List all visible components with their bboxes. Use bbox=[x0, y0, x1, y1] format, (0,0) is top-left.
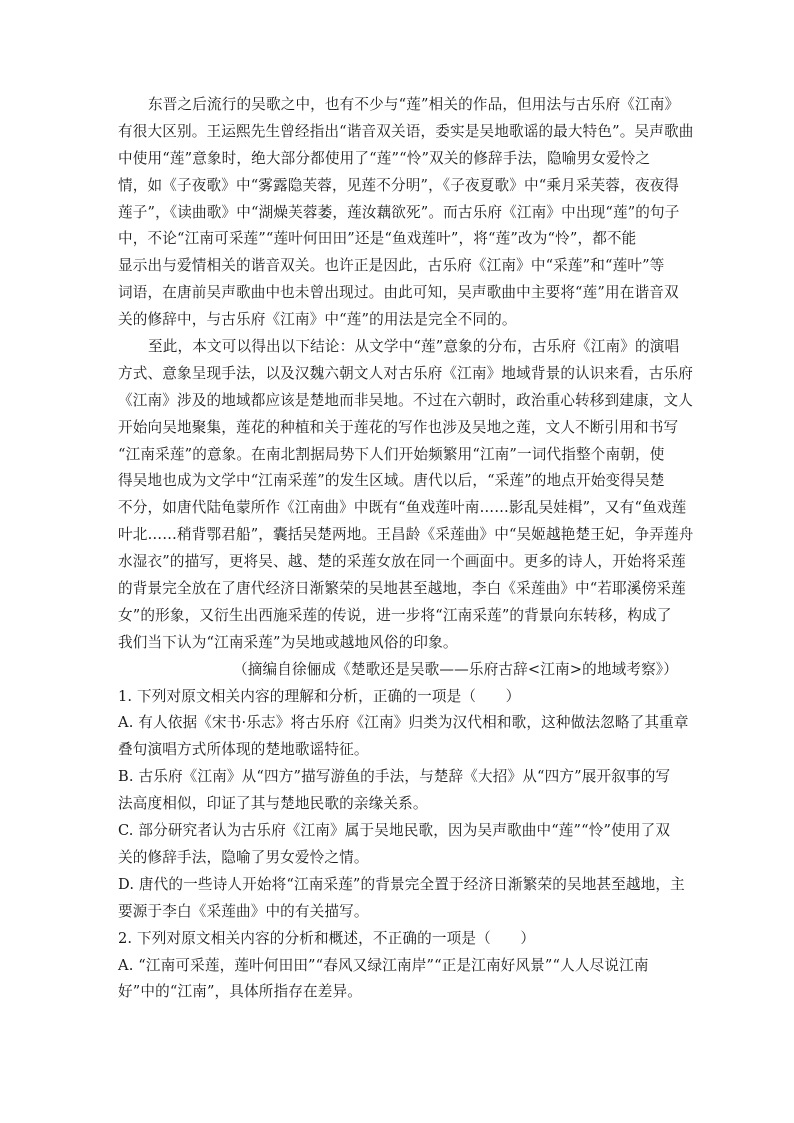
text-line: 的背景完全放在了唐代经济日渐繁荣的吴地甚至越地，李白《采莲曲》中“若耶溪傍采莲 bbox=[118, 580, 686, 598]
option-d-cont: 要源于李白《采莲曲》中的有关描写。 bbox=[118, 902, 369, 920]
text-line: 莲子”，《读曲歌》中“湖燥芙蓉萎，莲汝藕欲死”。而古乐府《江南》中出现“莲”的句子 bbox=[118, 203, 680, 221]
option-d: D. 唐代的一些诗人开始将“江南采莲”的背景完全置于经济日渐繁荣的吴地甚至越地，主 bbox=[118, 875, 685, 893]
text-line: 叶北……稍背鄂君船”，囊括吴楚两地。王昌龄《采莲曲》中“吴姬越艳楚王妃，争弄莲舟 bbox=[118, 526, 694, 544]
text-line: 我们当下认为“江南采莲”为吴地或越地风俗的印象。 bbox=[118, 633, 458, 651]
passage-paragraph-1 bbox=[118, 92, 694, 334]
option-a: A. 有人依据《宋书·乐志》将古乐府《江南》归类为汉代相和歌，这种做法忽略了其重章 bbox=[118, 714, 689, 732]
text-line: 水湿衣”的描写，更将吴、越、楚的采莲女放在同一个画面中。更多的诗人，开始将采莲 bbox=[118, 553, 686, 571]
passage-paragraph-2 bbox=[118, 334, 694, 657]
option-a-cont: 好”中的“江南”，具体所指存在差异。 bbox=[118, 983, 362, 1001]
text-line: 《江南》涉及的地域都应该是楚地而非吴地。不过在六朝时，政治重心转移到建康，文人 bbox=[118, 391, 694, 409]
text-line: 显示出与爱情相关的谐音双关。也许正是因此，古乐府《江南》中“采莲”和“莲叶”等 bbox=[118, 257, 665, 275]
text-line: 中使用“莲”意象时，绝大部分都使用了“莲”“怜”双关的修辞手法，隐喻男女爱怜之 bbox=[118, 149, 651, 167]
text-line: 中，不论“江南可采莲”“莲叶何田田”还是“鱼戏莲叶”，将“莲”改为“怜”，都不能 bbox=[118, 230, 637, 248]
text-line: 不分，如唐代陆龟蒙所作《江南曲》中既有“鱼戏莲叶南……影乱吴娃楫”，又有“鱼戏莲 bbox=[118, 499, 687, 517]
option-a: A. “江南可采莲，莲叶何田田”“春风又绿江南岸”“正是江南好风景”“人人尽说江南 bbox=[118, 956, 649, 974]
text-line: 方式、意象呈现手法，以及汉魏六朝文人对古乐府《江南》地域背景的认识来看，古乐府 bbox=[118, 364, 694, 382]
text-line: 东晋之后流行的吴歌之中，也有不少与“莲”相关的作品，但用法与古乐府《江南》 bbox=[148, 96, 680, 113]
text-line: 至此，本文可以得出以下结论：从文学中“莲”意象的分布，古乐府《江南》的演唱 bbox=[148, 338, 680, 356]
question-2 bbox=[118, 926, 678, 1007]
text-line: 情，如《子夜歌》中“雾露隐芙蓉，见莲不分明”，《子夜夏歌》中“乘月采芙蓉，夜夜得 bbox=[118, 176, 680, 194]
text-line: 词语，在唐前吴声歌曲中也未曾出现过。由此可知，吴声歌曲中主要将“莲”用在谐音双 bbox=[118, 284, 679, 302]
option-b-cont: 法高度相似，印证了其与楚地民歌的亲缘关系。 bbox=[118, 795, 428, 813]
document-page bbox=[118, 92, 694, 1006]
option-b: B. 古乐府《江南》从“四方”描写游鱼的手法，与楚辞《大招》从“四方”展开叙事的写 bbox=[118, 768, 671, 786]
option-c-cont: 关的修辞手法，隐喻了男女爱怜之情。 bbox=[118, 848, 369, 866]
question-1 bbox=[118, 684, 689, 926]
question-stem: 1. 下列对原文相关内容的理解和分析，正确的一项是（ ） bbox=[118, 687, 521, 705]
text-line: “江南采莲”的意象。在南北割据局势下人们开始频繁用“江南”一词代指整个南朝，使 bbox=[118, 445, 665, 463]
text-line: 女”的形象，又衍生出西施采莲的传说，进一步将“江南采莲”的背景向东转移，构成了 bbox=[118, 606, 672, 624]
text-line: 开始向吴地聚集，莲花的种植和关于莲花的写作也涉及吴地之莲，文人不断引用和书写 bbox=[118, 418, 679, 436]
question-stem: 2. 下列对原文相关内容的分析和概述，不正确的一项是（ ） bbox=[118, 929, 536, 947]
text-line: 关的修辞中，与古乐府《江南》中“莲”的用法是完全不同的。 bbox=[118, 311, 517, 329]
option-a-cont: 叠句演唱方式所体现的楚地歌谣特征。 bbox=[118, 741, 369, 759]
option-c: C. 部分研究者认为古乐府《江南》属于吴地民歌，因为吴声歌曲中“莲”“怜”使用了双 bbox=[118, 822, 671, 840]
text-line: 有很大区别。王运熙先生曾经指出“谐音双关语，委实是吴地歌谣的最大特色”。吴声歌曲 bbox=[118, 122, 694, 140]
source-citation: （摘编自徐俪成《楚歌还是吴歌——乐府古辞<江南>的地域考察》） bbox=[232, 660, 678, 678]
text-line: 得吴地也成为文学中“江南采莲”的发生区域。唐代以后，“采莲”的地点开始变得吴楚 bbox=[118, 472, 665, 490]
